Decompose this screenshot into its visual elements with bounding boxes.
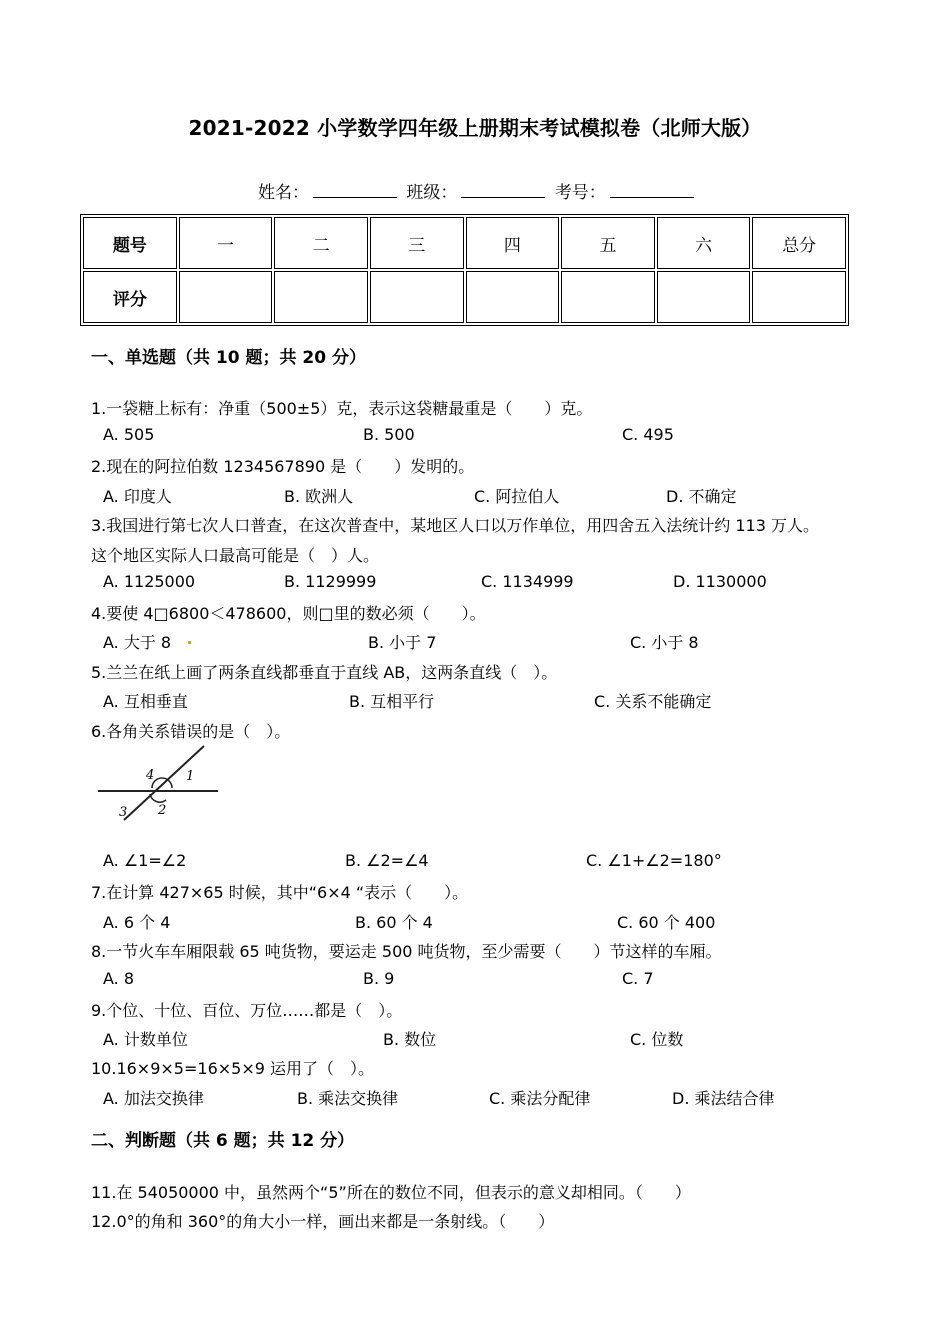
q3-option-c: C. 1134999 (481, 572, 574, 591)
table-cell: 三 (370, 217, 464, 269)
q5-option-c: C. 关系不能确定 (594, 692, 712, 711)
table-cell: 二 (274, 217, 368, 269)
q10-option-a: A. 加法交换律 (103, 1089, 204, 1108)
table-cell: 一 (179, 217, 273, 269)
score-table (80, 214, 849, 326)
q7-option-c: C. 60 个 400 (617, 913, 716, 932)
score-cell[interactable] (274, 271, 368, 323)
exam-no-blank[interactable] (610, 181, 694, 198)
question-1: 1.一袋糖上标有：净重（500±5）克，表示这袋糖最重是（ ）克。 (91, 399, 593, 418)
q1-option-a: A. 505 (103, 425, 155, 444)
question-12: 12.0°的角和 360°的角大小一样，画出来都是一条射线。（ ） (91, 1212, 555, 1231)
question-10: 10.16×9×5=16×5×9 运用了（ ）。 (91, 1059, 375, 1078)
table-cell: 总分 (752, 217, 846, 269)
section-heading-true-false: 二、判断题（共 6 题；共 12 分） (91, 1131, 355, 1151)
q3-option-b: B. 1129999 (284, 572, 377, 591)
angle-label-4: 4 (146, 768, 155, 783)
student-info-line (258, 178, 698, 203)
name-label: 姓名： (258, 183, 309, 203)
q4-option-a: A. 大于 8 (103, 633, 172, 652)
score-cell[interactable] (466, 271, 560, 323)
q6-option-b: B. ∠2=∠4 (345, 851, 429, 870)
q2-option-b: B. 欧洲人 (284, 487, 354, 506)
score-cell[interactable] (752, 271, 846, 323)
q2-option-d: D. 不确定 (666, 487, 737, 506)
question-4: 4.要使 4□6800＜478600，则□里的数必须（ ）。 (91, 604, 486, 623)
q8-option-a: A. 8 (103, 969, 135, 988)
q7-option-a: A. 6 个 4 (103, 913, 171, 932)
q9-option-c: C. 位数 (630, 1030, 684, 1049)
section-heading-single-choice: 一、单选题（共 10 题；共 20 分） (91, 348, 366, 368)
score-cell[interactable] (179, 271, 273, 323)
angle-arc-bottom (150, 794, 166, 802)
q6-option-a: A. ∠1=∠2 (103, 851, 187, 870)
q8-option-b: B. 9 (363, 969, 395, 988)
q10-option-c: C. 乘法分配律 (489, 1089, 591, 1108)
table-cell: 五 (561, 217, 655, 269)
name-blank[interactable] (313, 181, 397, 198)
score-cell[interactable] (370, 271, 464, 323)
score-cell[interactable] (561, 271, 655, 323)
question-9: 9.个位、十位、百位、万位……都是（ ）。 (91, 1001, 403, 1020)
angle-label-2: 2 (158, 803, 167, 818)
angle-figure (94, 742, 224, 826)
q8-option-c: C. 7 (622, 969, 654, 988)
angle-label-1: 1 (186, 769, 195, 784)
q5-option-b: B. 互相平行 (349, 692, 435, 711)
question-11: 11.在 54050000 中，虽然两个“5”所在的数位不同，但表示的意义却相同。（ ） (91, 1183, 691, 1202)
q3-option-a: A. 1125000 (103, 572, 196, 591)
question-2: 2.现在的阿拉伯数 1234567890 是（ ）发明的。 (91, 457, 475, 476)
table-cell: 评分 (83, 271, 177, 323)
question-5: 5.兰兰在纸上画了两条直线都垂直于直线 AB，这两条直线（ ）。 (91, 663, 558, 682)
q10-option-d: D. 乘法结合律 (672, 1089, 775, 1108)
question-3-continued: 这个地区实际人口最高可能是（ ）人。 (91, 546, 380, 565)
q1-option-c: C. 495 (622, 425, 674, 444)
class-label: 班级： (406, 183, 458, 203)
q3-option-d: D. 1130000 (673, 572, 767, 591)
score-cell[interactable] (657, 271, 751, 323)
q2-option-c: C. 阿拉伯人 (474, 487, 560, 506)
q1-option-b: B. 500 (363, 425, 415, 444)
q6-option-c: C. ∠1+∠2=180° (586, 851, 722, 870)
class-blank[interactable] (461, 181, 545, 198)
question-8: 8.一节火车车厢限载 65 吨货物，要运走 500 吨货物，至少需要（ ）节这样的车厢。 (91, 942, 722, 961)
q9-option-a: A. 计数单位 (103, 1030, 188, 1049)
score-table-header-row (83, 217, 846, 269)
q7-option-b: B. 60 个 4 (355, 913, 433, 932)
table-cell: 四 (466, 217, 560, 269)
q4-option-c: C. 小于 8 (630, 633, 699, 652)
stray-dot (188, 641, 191, 644)
question-3: 3.我国进行第七次人口普查，在这次普查中，某地区人口以万作单位，用四舍五入法统计约 113 万人。 (91, 516, 819, 535)
q9-option-b: B. 数位 (383, 1030, 437, 1049)
q5-option-a: A. 互相垂直 (103, 692, 188, 711)
exam-no-label: 考号： (554, 183, 606, 203)
score-table-score-row (83, 271, 846, 323)
page-title: 2021-2022 小学数学四年级上册期末考试模拟卷（北师大版） (188, 116, 762, 140)
table-cell: 题号 (83, 217, 177, 269)
q4-option-b: B. 小于 7 (368, 633, 437, 652)
q10-option-b: B. 乘法交换律 (297, 1089, 399, 1108)
table-cell: 六 (657, 217, 751, 269)
question-6: 6.各角关系错误的是（ ）。 (91, 722, 291, 741)
question-7: 7.在计算 427×65 时候，其中“6×4 “表示（ ）。 (91, 883, 469, 902)
q2-option-a: A. 印度人 (103, 487, 172, 506)
angle-label-3: 3 (119, 805, 128, 820)
